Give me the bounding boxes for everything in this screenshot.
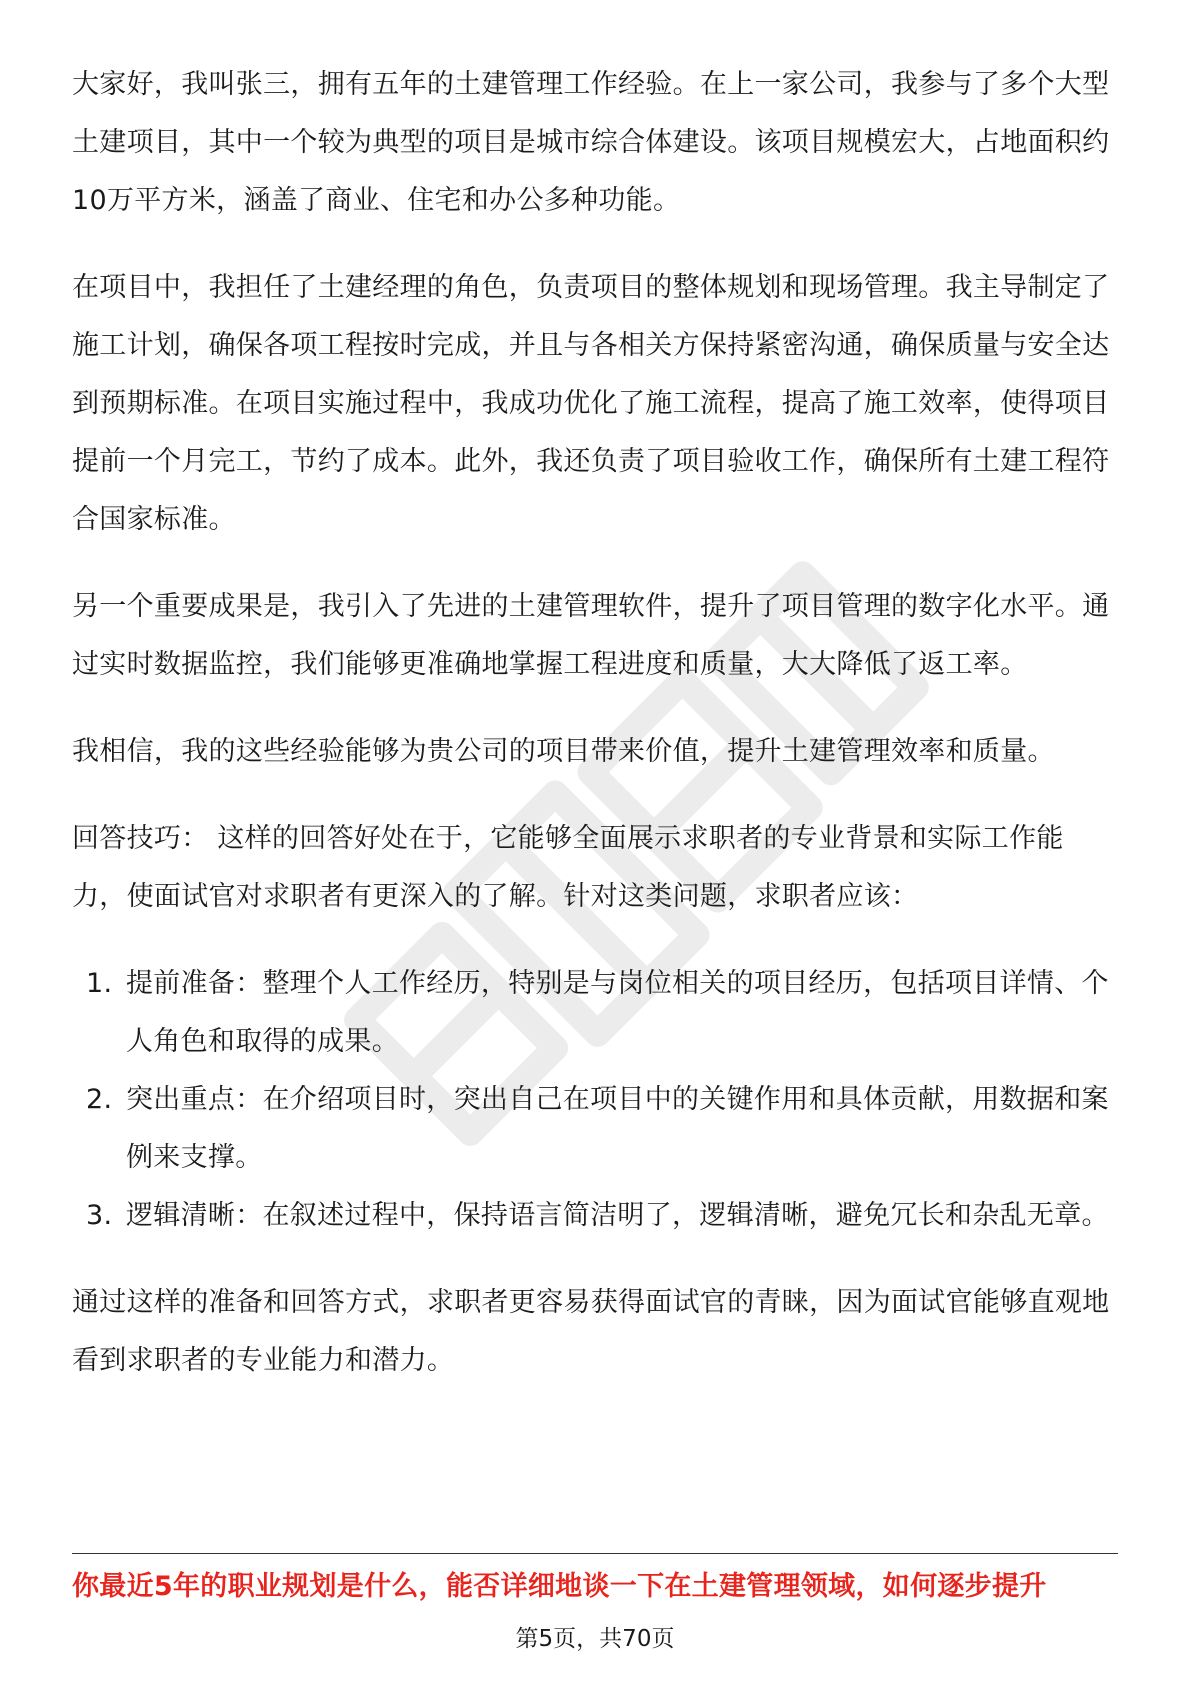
conclusion-paragraph: 通过这样的准备和回答方式，求职者更容易获得面试官的青睐，因为面试官能够直观地看到求职者的专业能力和潜力。 — [72, 1287, 1110, 1376]
page-number: 第5页，共70页 — [515, 1626, 675, 1652]
answer-paragraph-achievement: 另一个重要成果是，我引入了先进的土建管理软件，提升了项目管理的数字化水平。通过实时数据监控，我们能够更准确地掌握工程进度和质量，大大降低了返工率。 — [72, 591, 1110, 680]
list-item-text: 突出重点：在介绍项目时，突出自己在项目中的关键作用和具体贡献，用数据和案例来支撑。 — [126, 1084, 1109, 1173]
list-item-number: 3. — [86, 1200, 113, 1231]
list-item — [72, 1187, 1118, 1245]
answer-tips-intro: 回答技巧： 这样的回答好处在于，它能够全面展示求职者的专业背景和实际工作能力，使面试官对求职者有更深入的了解。针对这类问题，求职者应该： — [72, 823, 1064, 912]
list-item-text: 提前准备：整理个人工作经历，特别是与岗位相关的项目经历，包括项目详情、个人角色和取得的成果。 — [126, 968, 1109, 1057]
document-body — [72, 56, 1118, 1419]
answer-paragraph-closing: 我相信，我的这些经验能够为贵公司的项目带来价值，提升土建管理效率和质量。 — [72, 736, 1055, 767]
answer-paragraph-intro: 大家好，我叫张三，拥有五年的土建管理工作经验。在上一家公司，我参与了多个大型土建项目，其中一个较为典型的项目是城市综合体建设。该项目规模宏大，占地面积约10万平方米，涵盖了商业、住宅和办公多种功能。 — [72, 69, 1110, 216]
list-item — [72, 955, 1118, 1071]
answer-paragraph-role: 在项目中，我担任了土建经理的角色，负责项目的整体规划和现场管理。我主导制定了施工计划，确保各项工程按时完成，并且与各相关方保持紧密沟通，确保质量与安全达到预期标准。在项目实施过程中，我成功优化了施工流程，提高了施工效率，使得项目提前一个月完工，节约了成本。此外，我还负责了项目验收工作，确保所有土建工程符合国家标准。 — [72, 272, 1110, 535]
list-item-text: 逻辑清晰：在叙述过程中，保持语言简洁明了，逻辑清晰，避免冗长和杂乱无章。 — [126, 1200, 1109, 1231]
list-item-number: 2. — [86, 1084, 113, 1115]
next-question-heading: 你最近5年的职业规划是什么，能否详细地谈一下在土建管理领域，如何逐步提升 — [72, 1571, 1047, 1602]
tips-list — [72, 955, 1118, 1245]
list-item-number: 1. — [86, 968, 113, 999]
list-item — [72, 1071, 1118, 1187]
section-divider — [72, 1553, 1118, 1554]
